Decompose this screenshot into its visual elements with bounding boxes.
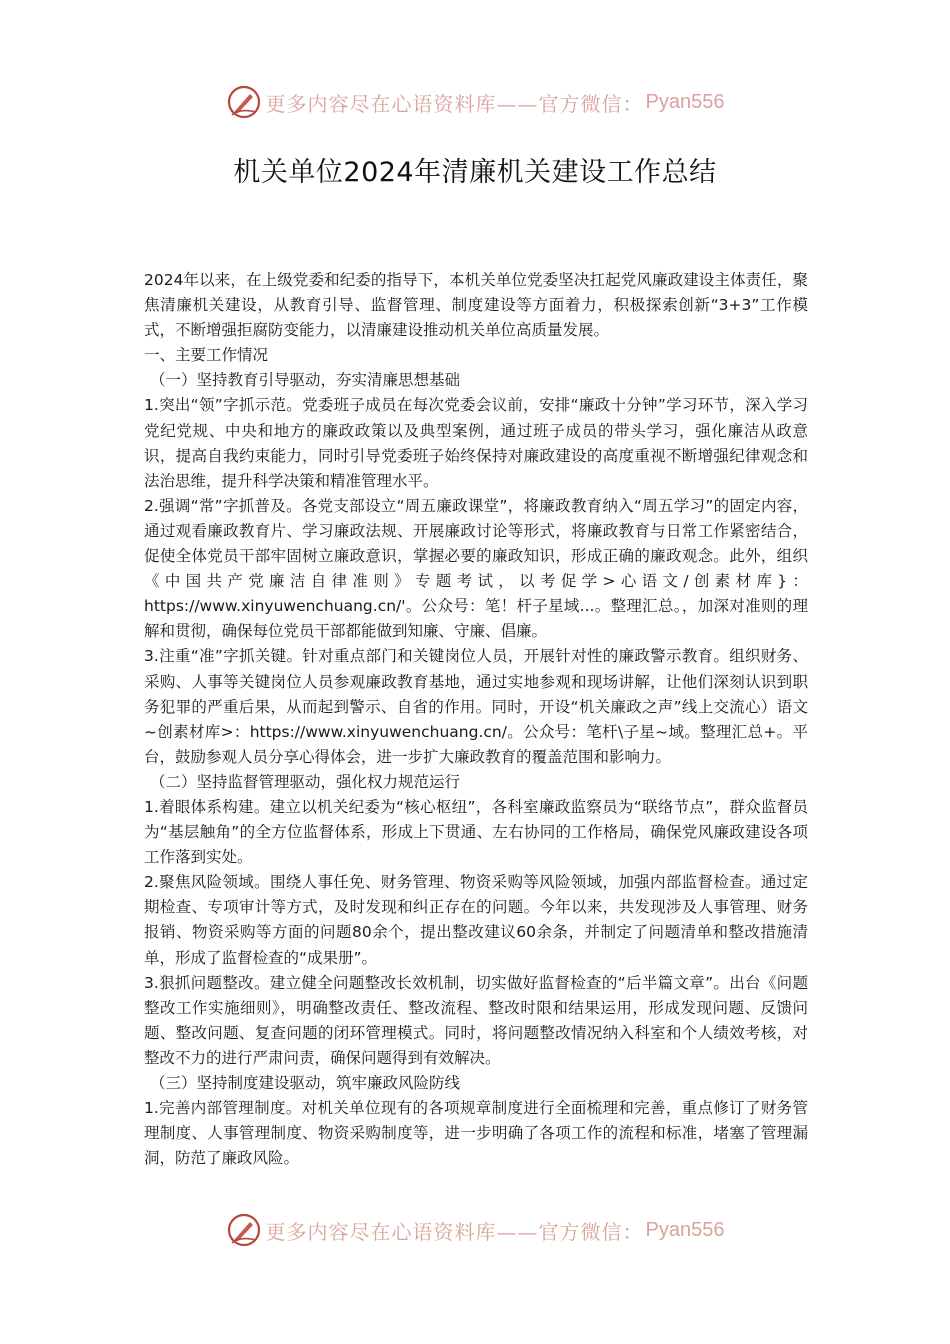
document-body [144,268,808,1171]
body-paragraph: 3.狠抓问题整改。建立健全问题整改长效机制，切实做好监督检查的“后半篇文章”。出台《问题整改工作实施细则》，明确整改责任、整改流程、整改时限和结果运用，形成发现问题、反馈问题、整改问题、复查问题的闭环管理模式。同时，将问题整改情况纳入科室和个人绩效考核，对整改不力的进行严肃问责，确保问题得到有效解决。 [144,973,808,1067]
intro-paragraph: 2024年以来，在上级党委和纪委的指导下，本机关单位党委坚决扛起党风廉政建设主体责任，聚焦清廉机关建设，从教育引导、监督管理、制度建设等方面着力，积极探索创新“3+3”工作模式，不断增强拒腐防变能力，以清廉建设推动机关单位高质量发展。 [144,271,808,340]
watermark-wechat-id: Pyan556 [645,90,725,113]
body-paragraph: 2.强调“常”字抓普及。各党支部设立“周五廉政课堂”，将廉政教育纳入“周五学习”的固定内容，通过观看廉政教育片、学习廉政法规、开展廉政讨论等形式，将廉政教育与日常工作紧密结合，促使全体党员干部牢固树立廉政意识，掌握必要的廉政知识，形成正确的廉政观念。此外，组织《中国共产党廉洁自律准则》专题考试，以考促学>心语文/创素材库}：https://www.xinyuwenchuang.cn/'。公众号：笔！杆子星域...。整理汇总。，加深对准则的理解和贯彻，确保每位党员干部都能做到知廉、守廉、倡廉。 [144,496,808,641]
body-paragraph: 3.注重“准”字抓关键。针对重点部门和关键岗位人员，开展针对性的廉政警示教育。组织财务、采购、人事等关键岗位人员参观廉政教育基地，通过实地参观和现场讲解，让他们深刻认识到职务犯罪的严重后果，从而起到警示、自省的作用。同时，开设“机关廉政之声”线上交流心）语文~创素材库>：https://www.xinyuwenchuang.cn/。公众号：笔杆\子星~域。整理汇总+。平台，鼓励参观人员分享心得体会，进一步扩大廉政教育的覆盖范围和影响力。 [144,647,808,766]
section-heading: 一、主要工作情况 [144,346,269,365]
footer-watermark-banner [0,1210,950,1250]
body-paragraph: 2.聚焦风险领域。围绕人事任免、财务管理、物资采购等风险领域，加强内部监督检查。通过定期检查、专项审计等方式，及时发现和纠正存在的问题。今年以来，共发现涉及人事管理、财务报销、物资采购等方面的问题80余个，提出整改建议60余条，并制定了问题清单和整改措施清单，形成了监督检查的“成果册”。 [144,873,808,967]
document-title: 机关单位2024年清廉机关建设工作总结 [233,157,717,188]
subsection-heading: （二）坚持监督管理驱动，强化权力规范运行 [150,772,461,791]
subsection-heading: （一）坚持教育引导驱动，夯实清廉思想基础 [150,371,461,390]
body-paragraph: 1.突出“领”字抓示范。党委班子成员在每次党委会议前，安排“廉政十分钟”学习环节，深入学习党纪党规、中央和地方的廉政政策以及典型案例，通过班子成员的带头学习，强化廉洁从政意识，提高自我约束能力，同时引导党委班子始终保持对廉政建设的高度重视不断增强纪律观念和法治思维，提升科学决策和精准管理水平。 [144,396,808,490]
watermark-wechat-id: Pyan556 [645,1218,725,1241]
watermark-text: 更多内容尽在心语资料库——官方微信： [265,1219,644,1244]
pen-logo-icon [226,84,262,120]
subsection-heading: （三）坚持制度建设驱动，筑牢廉政风险防线 [150,1074,461,1092]
body-paragraph: 1.着眼体系构建。建立以机关纪委为“核心枢纽”，各科室廉政监察员为“联络节点”，群众监督员为“基层触角”的全方位监督体系，形成上下贯通、左右协同的工作格局，确保党风廉政建设各项工作落到实处。 [144,797,808,867]
body-paragraph: 1.完善内部管理制度。对机关单位现有的各项规章制度进行全面梳理和完善，重点修订了财务管理制度、人事管理制度、物资采购制度等，进一步明确了各项工作的流程和标准，堵塞了管理漏洞，防范了廉政风险。 [144,1099,808,1168]
pen-logo-icon [226,1212,262,1248]
header-watermark-banner [0,82,950,122]
watermark-text: 更多内容尽在心语资料库——官方微信： [265,91,644,116]
